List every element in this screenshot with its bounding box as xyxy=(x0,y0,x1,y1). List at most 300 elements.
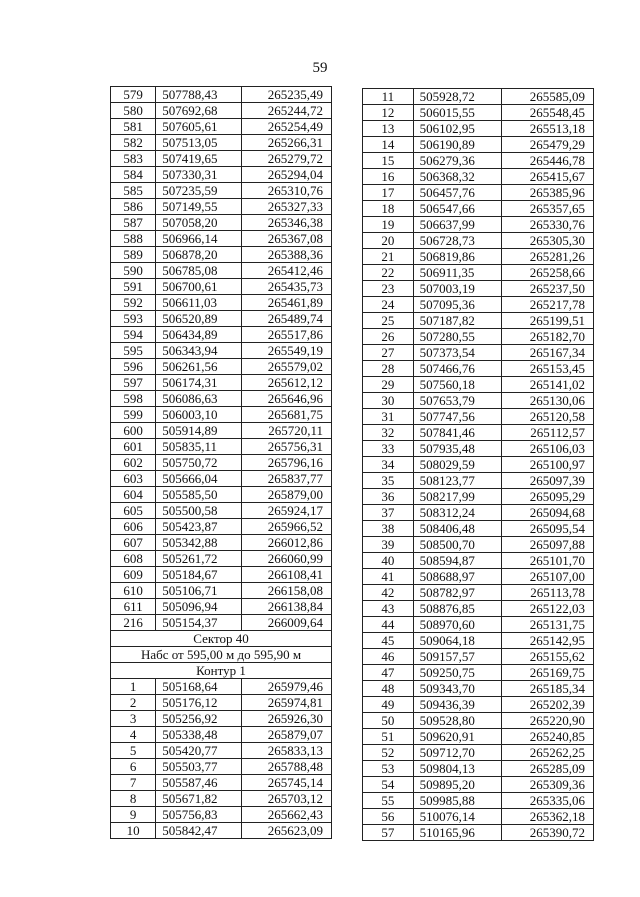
table-row xyxy=(111,295,332,311)
table-row xyxy=(111,599,332,615)
y-coordinate: 265415,67 xyxy=(501,169,593,185)
x-coordinate: 509895,20 xyxy=(413,777,501,793)
point-number: 2 xyxy=(111,695,156,711)
table-row xyxy=(363,489,594,505)
x-coordinate: 505176,12 xyxy=(156,695,242,711)
table-row xyxy=(363,185,594,201)
point-number: 216 xyxy=(111,615,156,631)
x-coordinate: 507003,19 xyxy=(413,281,501,297)
y-coordinate: 265155,62 xyxy=(501,649,593,665)
point-number: 587 xyxy=(111,215,156,231)
table-row xyxy=(363,313,594,329)
table-row xyxy=(363,601,594,617)
y-coordinate: 265335,06 xyxy=(501,793,593,809)
x-coordinate: 506003,10 xyxy=(156,407,242,423)
table-row xyxy=(363,361,594,377)
x-coordinate: 506637,99 xyxy=(413,217,501,233)
point-number: 12 xyxy=(363,105,414,121)
y-coordinate: 265235,49 xyxy=(242,87,332,103)
y-coordinate: 265703,12 xyxy=(242,791,332,807)
contour-title: Контур 1 xyxy=(111,663,332,679)
y-coordinate: 265924,17 xyxy=(242,503,332,519)
table-row xyxy=(363,585,594,601)
point-number: 579 xyxy=(111,87,156,103)
point-number: 580 xyxy=(111,103,156,119)
table-row xyxy=(111,471,332,487)
table-row xyxy=(363,89,594,105)
point-number: 581 xyxy=(111,119,156,135)
point-number: 49 xyxy=(363,697,414,713)
x-coordinate: 505168,64 xyxy=(156,679,242,695)
x-coordinate: 507605,61 xyxy=(156,119,242,135)
table-row xyxy=(363,553,594,569)
x-coordinate: 506434,89 xyxy=(156,327,242,343)
x-coordinate: 506700,61 xyxy=(156,279,242,295)
point-number: 56 xyxy=(363,809,414,825)
x-coordinate: 505835,11 xyxy=(156,439,242,455)
x-coordinate: 506728,73 xyxy=(413,233,501,249)
y-coordinate: 265097,88 xyxy=(501,537,593,553)
table-row xyxy=(111,87,332,103)
point-number: 605 xyxy=(111,503,156,519)
x-coordinate: 507513,05 xyxy=(156,135,242,151)
y-coordinate: 265095,54 xyxy=(501,521,593,537)
x-coordinate: 508217,99 xyxy=(413,489,501,505)
table-row xyxy=(363,281,594,297)
point-number: 599 xyxy=(111,407,156,423)
point-number: 44 xyxy=(363,617,414,633)
point-number: 606 xyxy=(111,519,156,535)
point-number: 54 xyxy=(363,777,414,793)
table-row xyxy=(363,169,594,185)
x-coordinate: 507235,59 xyxy=(156,183,242,199)
y-coordinate: 266108,41 xyxy=(242,567,332,583)
x-coordinate: 505423,87 xyxy=(156,519,242,535)
y-coordinate: 265254,49 xyxy=(242,119,332,135)
table-row xyxy=(363,505,594,521)
x-coordinate: 506785,08 xyxy=(156,263,242,279)
x-coordinate: 508876,85 xyxy=(413,601,501,617)
table-row xyxy=(111,551,332,567)
x-coordinate: 507466,76 xyxy=(413,361,501,377)
x-coordinate: 505500,58 xyxy=(156,503,242,519)
x-coordinate: 507653,79 xyxy=(413,393,501,409)
x-coordinate: 505585,50 xyxy=(156,487,242,503)
y-coordinate: 265579,02 xyxy=(242,359,332,375)
y-coordinate: 265169,75 xyxy=(501,665,593,681)
table-row xyxy=(363,393,594,409)
sector-title: Сектор 40 xyxy=(111,631,332,647)
x-coordinate: 506368,32 xyxy=(413,169,501,185)
table-row xyxy=(111,759,332,775)
y-coordinate: 266158,08 xyxy=(242,583,332,599)
point-number: 18 xyxy=(363,201,414,217)
point-number: 50 xyxy=(363,713,414,729)
table-row xyxy=(111,423,332,439)
y-coordinate: 266009,64 xyxy=(242,615,332,631)
x-coordinate: 508029,59 xyxy=(413,457,501,473)
point-number: 22 xyxy=(363,265,414,281)
point-number: 585 xyxy=(111,183,156,199)
point-number: 598 xyxy=(111,391,156,407)
x-coordinate: 507692,68 xyxy=(156,103,242,119)
y-coordinate: 265367,08 xyxy=(242,231,332,247)
y-coordinate: 265681,75 xyxy=(242,407,332,423)
x-coordinate: 505342,88 xyxy=(156,535,242,551)
x-coordinate: 505503,77 xyxy=(156,759,242,775)
x-coordinate: 505756,83 xyxy=(156,807,242,823)
x-coordinate: 506015,55 xyxy=(413,105,501,121)
point-number: 53 xyxy=(363,761,414,777)
table-row xyxy=(111,327,332,343)
table-row xyxy=(363,121,594,137)
point-number: 1 xyxy=(111,679,156,695)
sector-range-row xyxy=(111,647,332,663)
x-coordinate: 506878,20 xyxy=(156,247,242,263)
point-number: 55 xyxy=(363,793,414,809)
y-coordinate: 265220,90 xyxy=(501,713,593,729)
x-coordinate: 507058,20 xyxy=(156,215,242,231)
point-number: 39 xyxy=(363,537,414,553)
y-coordinate: 265327,33 xyxy=(242,199,332,215)
point-number: 41 xyxy=(363,569,414,585)
y-coordinate: 265113,78 xyxy=(501,585,593,601)
table-row xyxy=(111,743,332,759)
x-coordinate: 508312,24 xyxy=(413,505,501,521)
point-number: 27 xyxy=(363,345,414,361)
y-coordinate: 265662,43 xyxy=(242,807,332,823)
table-row xyxy=(363,457,594,473)
table-row xyxy=(111,679,332,695)
table-row xyxy=(111,135,332,151)
y-coordinate: 265549,19 xyxy=(242,343,332,359)
y-coordinate: 265266,31 xyxy=(242,135,332,151)
y-coordinate: 265720,11 xyxy=(242,423,332,439)
left-rows-top xyxy=(111,87,332,631)
point-number: 588 xyxy=(111,231,156,247)
table-row xyxy=(111,231,332,247)
point-number: 594 xyxy=(111,327,156,343)
coordinates-table-right xyxy=(362,88,594,841)
sector-header xyxy=(111,631,332,679)
table-row xyxy=(111,503,332,519)
x-coordinate: 509343,70 xyxy=(413,681,501,697)
x-coordinate: 509436,39 xyxy=(413,697,501,713)
y-coordinate: 265141,02 xyxy=(501,377,593,393)
table-row xyxy=(363,825,594,841)
point-number: 52 xyxy=(363,745,414,761)
y-coordinate: 266060,99 xyxy=(242,551,332,567)
y-coordinate: 265279,72 xyxy=(242,151,332,167)
y-coordinate: 265926,30 xyxy=(242,711,332,727)
y-coordinate: 265385,96 xyxy=(501,185,593,201)
y-coordinate: 265153,45 xyxy=(501,361,593,377)
table-row xyxy=(363,153,594,169)
point-number: 586 xyxy=(111,199,156,215)
table-row xyxy=(111,263,332,279)
y-coordinate: 265446,78 xyxy=(501,153,593,169)
point-number: 597 xyxy=(111,375,156,391)
contour-title-row xyxy=(111,663,332,679)
table-row xyxy=(111,279,332,295)
point-number: 609 xyxy=(111,567,156,583)
point-number: 596 xyxy=(111,359,156,375)
y-coordinate: 265106,03 xyxy=(501,441,593,457)
x-coordinate: 508970,60 xyxy=(413,617,501,633)
point-number: 43 xyxy=(363,601,414,617)
y-coordinate: 265837,77 xyxy=(242,471,332,487)
point-number: 57 xyxy=(363,825,414,841)
point-number: 24 xyxy=(363,297,414,313)
x-coordinate: 509985,88 xyxy=(413,793,501,809)
y-coordinate: 265879,00 xyxy=(242,487,332,503)
table-row xyxy=(111,151,332,167)
x-coordinate: 509712,70 xyxy=(413,745,501,761)
x-coordinate: 505666,04 xyxy=(156,471,242,487)
y-coordinate: 265120,58 xyxy=(501,409,593,425)
point-number: 591 xyxy=(111,279,156,295)
right-rows xyxy=(363,89,594,841)
table-row xyxy=(111,775,332,791)
y-coordinate: 265612,12 xyxy=(242,375,332,391)
point-number: 38 xyxy=(363,521,414,537)
table-row xyxy=(111,615,332,631)
table-row xyxy=(111,199,332,215)
y-coordinate: 265745,14 xyxy=(242,775,332,791)
sector-title-row xyxy=(111,631,332,647)
x-coordinate: 506102,95 xyxy=(413,121,501,137)
table-row xyxy=(363,665,594,681)
point-number: 601 xyxy=(111,439,156,455)
table-row xyxy=(363,441,594,457)
y-coordinate: 265094,68 xyxy=(501,505,593,521)
point-number: 33 xyxy=(363,441,414,457)
table-row xyxy=(363,713,594,729)
point-number: 47 xyxy=(363,665,414,681)
table-row xyxy=(111,791,332,807)
y-coordinate: 265585,09 xyxy=(501,89,593,105)
y-coordinate: 265305,30 xyxy=(501,233,593,249)
point-number: 20 xyxy=(363,233,414,249)
table-row xyxy=(111,711,332,727)
x-coordinate: 505750,72 xyxy=(156,455,242,471)
y-coordinate: 265548,45 xyxy=(501,105,593,121)
y-coordinate: 265244,72 xyxy=(242,103,332,119)
y-coordinate: 265142,95 xyxy=(501,633,593,649)
point-number: 9 xyxy=(111,807,156,823)
left-rows-bottom xyxy=(111,679,332,839)
point-number: 25 xyxy=(363,313,414,329)
point-number: 42 xyxy=(363,585,414,601)
table-row xyxy=(363,745,594,761)
x-coordinate: 505928,72 xyxy=(413,89,501,105)
y-coordinate: 265240,85 xyxy=(501,729,593,745)
y-coordinate: 265330,76 xyxy=(501,217,593,233)
point-number: 602 xyxy=(111,455,156,471)
table-row xyxy=(111,215,332,231)
y-coordinate: 265489,74 xyxy=(242,311,332,327)
y-coordinate: 265623,09 xyxy=(242,823,332,839)
point-number: 8 xyxy=(111,791,156,807)
x-coordinate: 507149,55 xyxy=(156,199,242,215)
x-coordinate: 505154,37 xyxy=(156,615,242,631)
table-row xyxy=(363,217,594,233)
y-coordinate: 265310,76 xyxy=(242,183,332,199)
table-row xyxy=(363,697,594,713)
table-row xyxy=(111,375,332,391)
table-row xyxy=(111,535,332,551)
y-coordinate: 265461,89 xyxy=(242,295,332,311)
table-row xyxy=(363,265,594,281)
point-number: 48 xyxy=(363,681,414,697)
x-coordinate: 509804,13 xyxy=(413,761,501,777)
y-coordinate: 265646,96 xyxy=(242,391,332,407)
x-coordinate: 505914,89 xyxy=(156,423,242,439)
point-number: 46 xyxy=(363,649,414,665)
x-coordinate: 506343,94 xyxy=(156,343,242,359)
x-coordinate: 509157,57 xyxy=(413,649,501,665)
y-coordinate: 265262,25 xyxy=(501,745,593,761)
x-coordinate: 506261,56 xyxy=(156,359,242,375)
point-number: 15 xyxy=(363,153,414,169)
point-number: 603 xyxy=(111,471,156,487)
point-number: 16 xyxy=(363,169,414,185)
table-row xyxy=(363,345,594,361)
y-coordinate: 265217,78 xyxy=(501,297,593,313)
x-coordinate: 507788,43 xyxy=(156,87,242,103)
x-coordinate: 509528,80 xyxy=(413,713,501,729)
table-row xyxy=(111,807,332,823)
x-coordinate: 505106,71 xyxy=(156,583,242,599)
point-number: 45 xyxy=(363,633,414,649)
x-coordinate: 509620,91 xyxy=(413,729,501,745)
y-coordinate: 266138,84 xyxy=(242,599,332,615)
x-coordinate: 505096,94 xyxy=(156,599,242,615)
x-coordinate: 506966,14 xyxy=(156,231,242,247)
x-coordinate: 507280,55 xyxy=(413,329,501,345)
x-coordinate: 505671,82 xyxy=(156,791,242,807)
point-number: 592 xyxy=(111,295,156,311)
x-coordinate: 508500,70 xyxy=(413,537,501,553)
y-coordinate: 265281,26 xyxy=(501,249,593,265)
y-coordinate: 265258,66 xyxy=(501,265,593,281)
y-coordinate: 265966,52 xyxy=(242,519,332,535)
table-row xyxy=(363,521,594,537)
table-row xyxy=(111,823,332,839)
y-coordinate: 265435,73 xyxy=(242,279,332,295)
page-number: 59 xyxy=(312,60,328,76)
table-row xyxy=(111,583,332,599)
table-row xyxy=(111,439,332,455)
table-row xyxy=(111,343,332,359)
table-row xyxy=(363,137,594,153)
point-number: 28 xyxy=(363,361,414,377)
coordinates-table-left xyxy=(110,86,332,839)
table-row xyxy=(363,377,594,393)
y-coordinate: 265130,06 xyxy=(501,393,593,409)
table-row xyxy=(363,329,594,345)
point-number: 6 xyxy=(111,759,156,775)
x-coordinate: 509064,18 xyxy=(413,633,501,649)
table-row xyxy=(363,233,594,249)
table-row xyxy=(363,569,594,585)
x-coordinate: 508406,48 xyxy=(413,521,501,537)
point-number: 17 xyxy=(363,185,414,201)
x-coordinate: 505338,48 xyxy=(156,727,242,743)
point-number: 11 xyxy=(363,89,414,105)
point-number: 35 xyxy=(363,473,414,489)
table-row xyxy=(111,247,332,263)
y-coordinate: 265309,36 xyxy=(501,777,593,793)
x-coordinate: 507330,31 xyxy=(156,167,242,183)
table-row xyxy=(363,633,594,649)
y-coordinate: 265388,36 xyxy=(242,247,332,263)
x-coordinate: 506520,89 xyxy=(156,311,242,327)
point-number: 10 xyxy=(111,823,156,839)
point-number: 37 xyxy=(363,505,414,521)
x-coordinate: 506086,63 xyxy=(156,391,242,407)
table-row xyxy=(111,407,332,423)
point-number: 590 xyxy=(111,263,156,279)
y-coordinate: 265362,18 xyxy=(501,809,593,825)
y-coordinate: 265100,97 xyxy=(501,457,593,473)
table-row xyxy=(111,567,332,583)
point-number: 31 xyxy=(363,409,414,425)
y-coordinate: 265131,75 xyxy=(501,617,593,633)
point-number: 4 xyxy=(111,727,156,743)
table-row xyxy=(363,201,594,217)
point-number: 32 xyxy=(363,425,414,441)
sector-elevation-range: Набс от 595,00 м до 595,90 м xyxy=(111,647,332,663)
table-row xyxy=(363,537,594,553)
y-coordinate: 265095,29 xyxy=(501,489,593,505)
point-number: 584 xyxy=(111,167,156,183)
point-number: 7 xyxy=(111,775,156,791)
point-number: 34 xyxy=(363,457,414,473)
y-coordinate: 265788,48 xyxy=(242,759,332,775)
table-row xyxy=(363,425,594,441)
point-number: 582 xyxy=(111,135,156,151)
y-coordinate: 265346,38 xyxy=(242,215,332,231)
y-coordinate: 265479,29 xyxy=(501,137,593,153)
table-row xyxy=(111,183,332,199)
point-number: 13 xyxy=(363,121,414,137)
x-coordinate: 507187,82 xyxy=(413,313,501,329)
y-coordinate: 265756,31 xyxy=(242,439,332,455)
table-row xyxy=(363,777,594,793)
table-row xyxy=(363,809,594,825)
x-coordinate: 509250,75 xyxy=(413,665,501,681)
x-coordinate: 507373,54 xyxy=(413,345,501,361)
x-coordinate: 506279,36 xyxy=(413,153,501,169)
table-row xyxy=(363,297,594,313)
x-coordinate: 505587,46 xyxy=(156,775,242,791)
y-coordinate: 265517,86 xyxy=(242,327,332,343)
point-number: 21 xyxy=(363,249,414,265)
point-number: 589 xyxy=(111,247,156,263)
point-number: 607 xyxy=(111,535,156,551)
y-coordinate: 265974,81 xyxy=(242,695,332,711)
y-coordinate: 265202,39 xyxy=(501,697,593,713)
point-number: 30 xyxy=(363,393,414,409)
point-number: 40 xyxy=(363,553,414,569)
y-coordinate: 265285,09 xyxy=(501,761,593,777)
point-number: 36 xyxy=(363,489,414,505)
point-number: 604 xyxy=(111,487,156,503)
x-coordinate: 507095,36 xyxy=(413,297,501,313)
y-coordinate: 265390,72 xyxy=(501,825,593,841)
table-row xyxy=(111,119,332,135)
